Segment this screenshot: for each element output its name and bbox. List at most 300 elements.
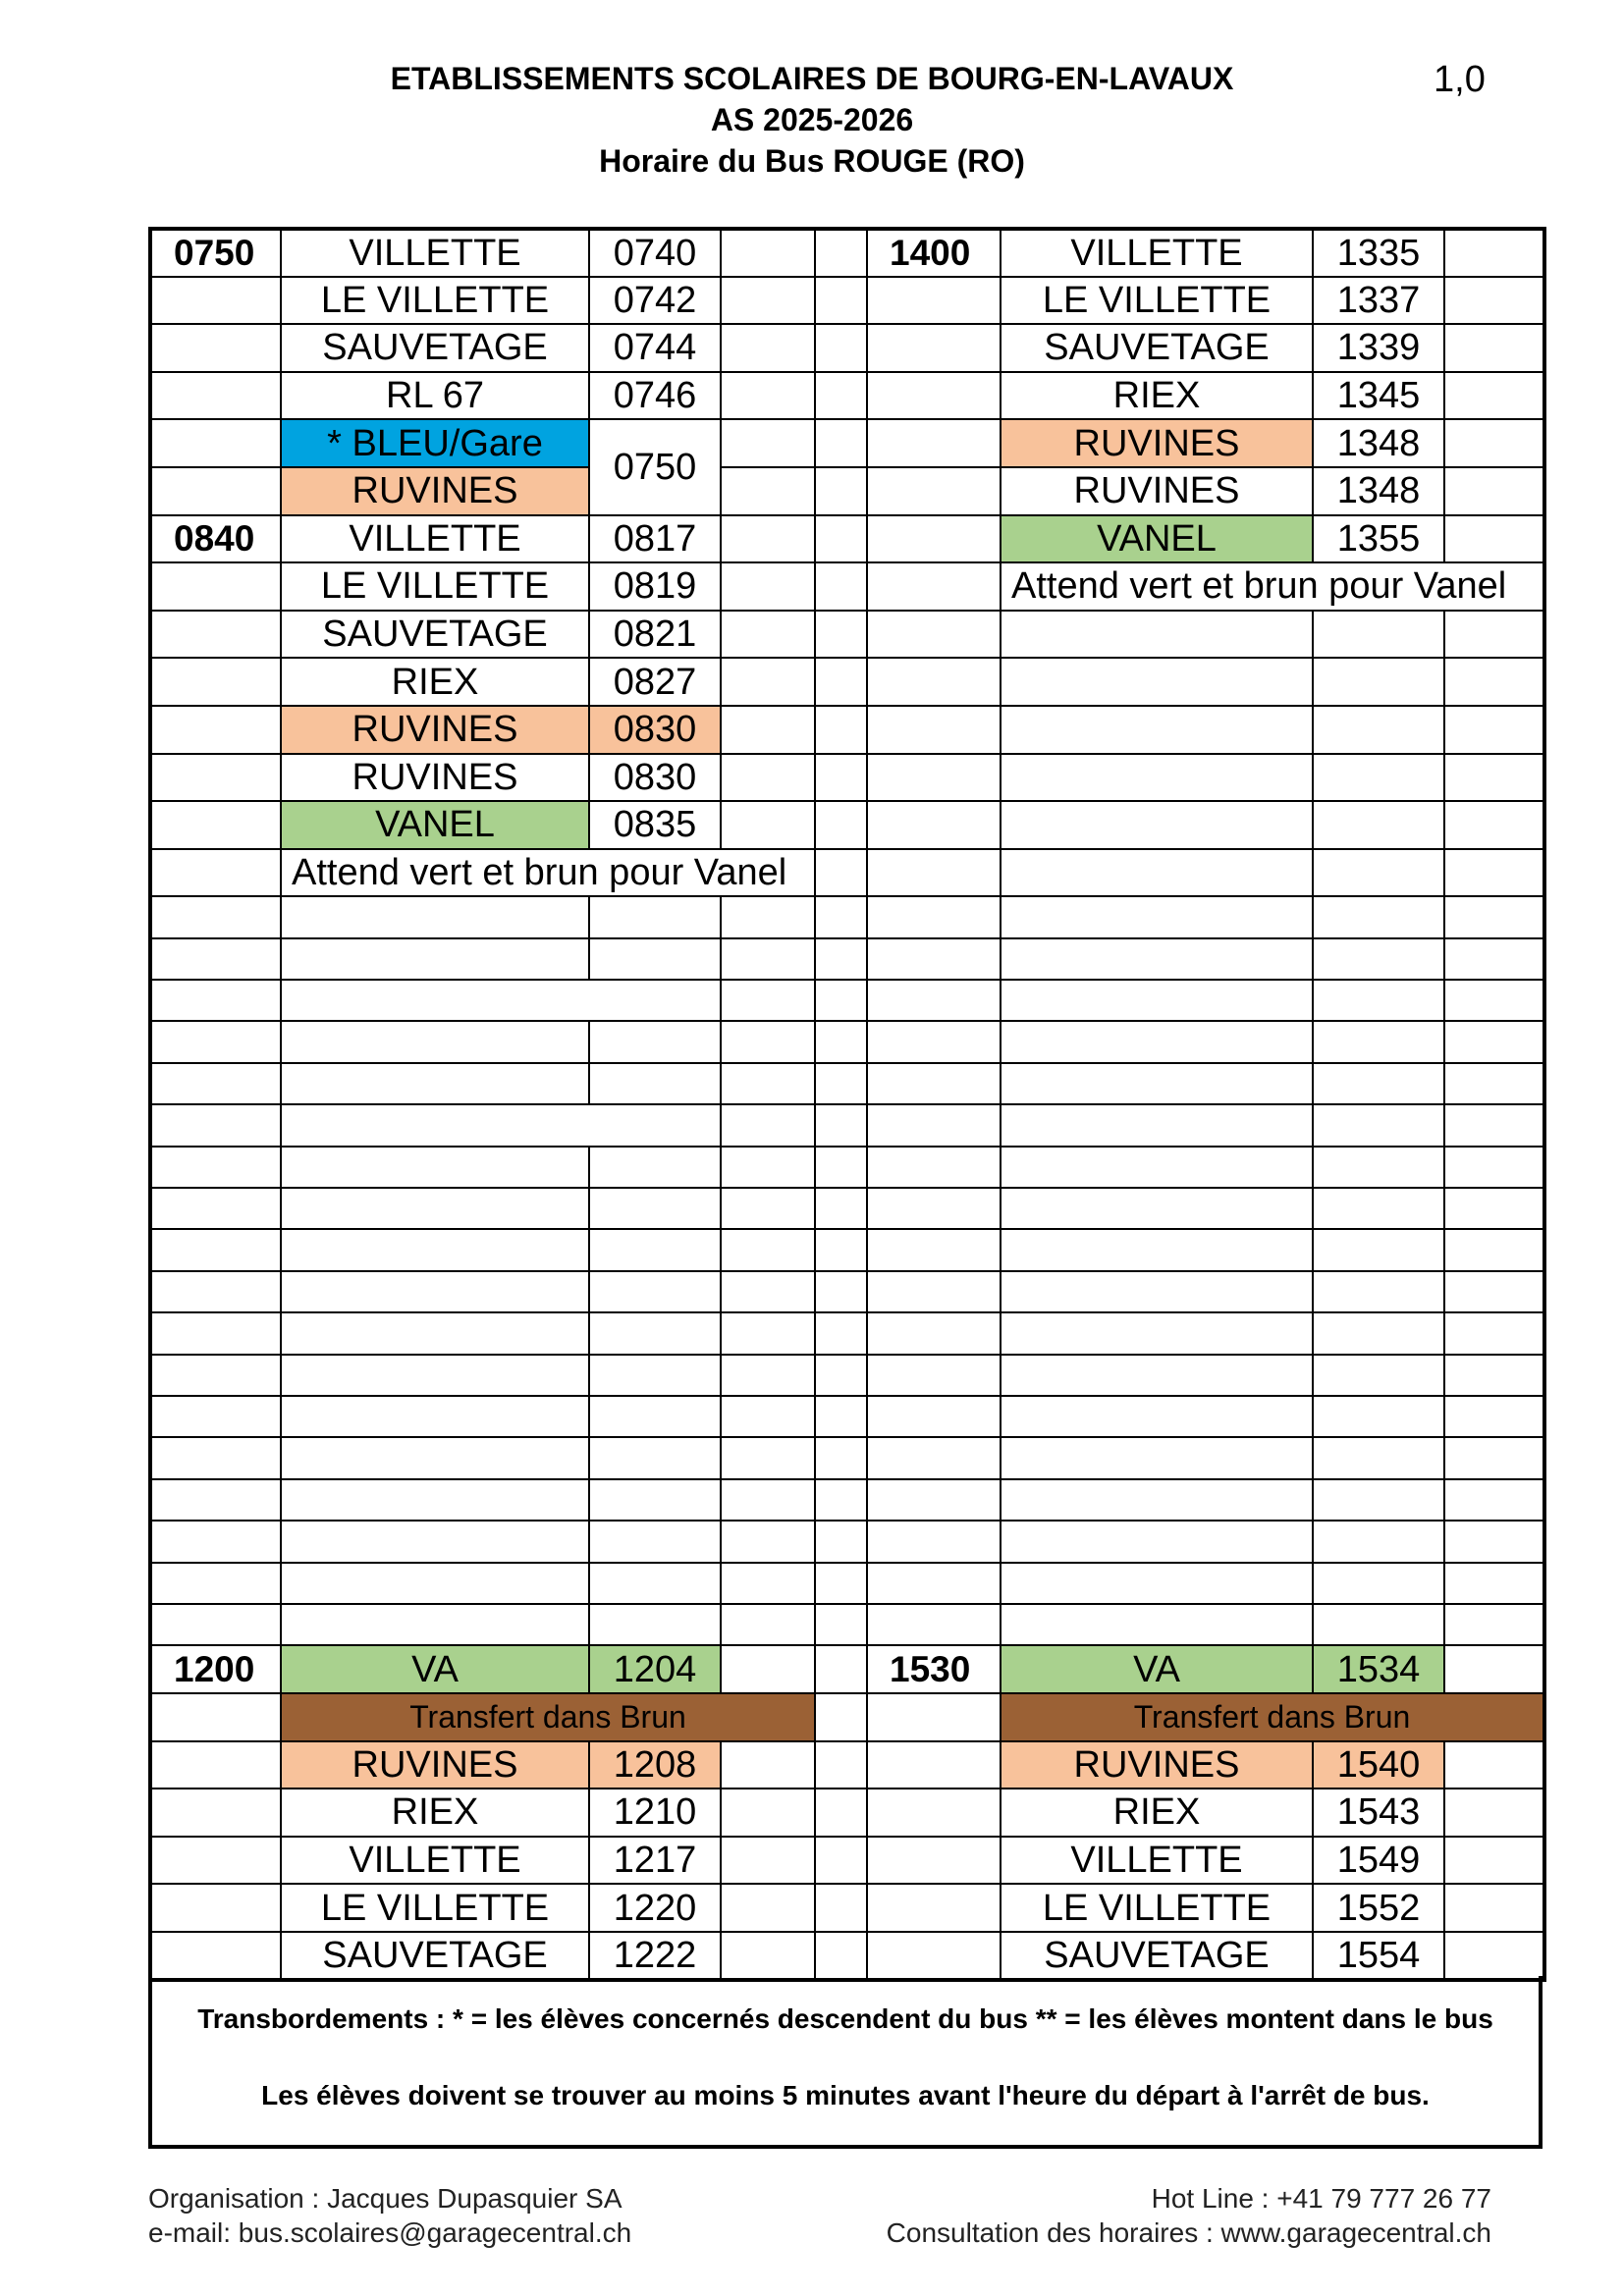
empty-cell bbox=[1001, 980, 1313, 1021]
schedule-row bbox=[150, 1837, 1544, 1885]
empty-cell bbox=[721, 1604, 815, 1645]
empty-cell bbox=[1313, 1104, 1444, 1146]
empty-cell bbox=[815, 1229, 867, 1270]
empty-cell bbox=[1444, 896, 1544, 937]
empty-cell bbox=[867, 980, 1001, 1021]
empty-cell bbox=[815, 1188, 867, 1229]
empty-cell bbox=[867, 801, 1001, 849]
stop-name: SAUVETAGE bbox=[281, 1932, 589, 1980]
empty-cell bbox=[815, 706, 867, 754]
empty-cell bbox=[721, 1355, 815, 1396]
empty-cell bbox=[867, 1932, 1001, 1980]
departure-1400: 1400 bbox=[867, 229, 1001, 277]
stop-name: RIEX bbox=[1001, 372, 1313, 420]
schedule-row bbox=[150, 1645, 1544, 1693]
empty-cell bbox=[150, 1741, 281, 1789]
stop-name: RUVINES bbox=[1001, 1741, 1313, 1789]
empty-cell bbox=[1444, 849, 1544, 897]
schedule-row bbox=[150, 1021, 1544, 1062]
empty-cell bbox=[867, 849, 1001, 897]
empty-cell bbox=[721, 1396, 815, 1437]
stop-time: 1549 bbox=[1313, 1837, 1444, 1885]
schedule-row bbox=[150, 849, 1544, 897]
transfer-legend: Transbordements : * = les élèves concernés descendent du bus ** = les élèves montent dans le bus bbox=[197, 2003, 1493, 2034]
stop-time: 0827 bbox=[589, 658, 721, 706]
departure-0750: 0750 bbox=[150, 229, 281, 277]
empty-cell bbox=[815, 324, 867, 372]
stop-name: LE VILLETTE bbox=[1001, 277, 1313, 325]
empty-cell bbox=[721, 277, 815, 325]
empty-cell bbox=[150, 706, 281, 754]
empty-cell bbox=[1444, 467, 1544, 515]
empty-cell bbox=[150, 372, 281, 420]
footer-email: e-mail: bus.scolaires@garagecentral.ch bbox=[148, 2217, 632, 2248]
empty-cell bbox=[281, 1312, 589, 1354]
schedule-row bbox=[150, 1063, 1544, 1104]
empty-cell bbox=[281, 980, 721, 1021]
empty-cell bbox=[867, 658, 1001, 706]
empty-cell bbox=[1444, 1021, 1544, 1062]
empty-cell bbox=[867, 515, 1001, 563]
empty-cell bbox=[1313, 801, 1444, 849]
stop-time: 1552 bbox=[1313, 1884, 1444, 1932]
empty-cell bbox=[815, 1693, 867, 1741]
empty-cell bbox=[815, 1789, 867, 1837]
stop-name: VANEL bbox=[1001, 515, 1313, 563]
empty-cell bbox=[721, 896, 815, 937]
footer-organisation: Organisation : Jacques Dupasquier SA bbox=[148, 2183, 623, 2214]
stop-time: 0750 bbox=[589, 419, 721, 514]
empty-cell bbox=[1444, 938, 1544, 980]
stop-name: VILLETTE bbox=[281, 229, 589, 277]
empty-cell bbox=[867, 419, 1001, 467]
empty-cell bbox=[867, 706, 1001, 754]
empty-cell bbox=[815, 1147, 867, 1188]
schedule-row bbox=[150, 1563, 1544, 1604]
empty-cell bbox=[150, 1479, 281, 1521]
empty-cell bbox=[815, 562, 867, 611]
stop-time: 1208 bbox=[589, 1741, 721, 1789]
empty-cell bbox=[1001, 1479, 1313, 1521]
empty-cell bbox=[867, 1104, 1001, 1146]
empty-cell bbox=[1001, 1604, 1313, 1645]
empty-cell bbox=[589, 1521, 721, 1562]
empty-cell bbox=[589, 1355, 721, 1396]
schedule-row bbox=[150, 1741, 1544, 1789]
departure-1200: 1200 bbox=[150, 1645, 281, 1693]
stop-name: RUVINES bbox=[281, 467, 589, 515]
stop-time: 1335 bbox=[1313, 229, 1444, 277]
stop-time: 0835 bbox=[589, 801, 721, 849]
empty-cell bbox=[1313, 1021, 1444, 1062]
empty-cell bbox=[150, 1229, 281, 1270]
empty-cell bbox=[721, 372, 815, 420]
stop-name: RUVINES bbox=[1001, 419, 1313, 467]
schedule-row bbox=[150, 229, 1544, 277]
empty-cell bbox=[150, 1355, 281, 1396]
empty-cell bbox=[150, 1437, 281, 1478]
schedule-row bbox=[150, 1479, 1544, 1521]
empty-cell bbox=[281, 1188, 589, 1229]
empty-cell bbox=[150, 1021, 281, 1062]
stop-time: 1355 bbox=[1313, 515, 1444, 563]
empty-cell bbox=[281, 938, 589, 980]
empty-cell bbox=[867, 754, 1001, 802]
empty-cell bbox=[815, 229, 867, 277]
stop-time: 1345 bbox=[1313, 372, 1444, 420]
empty-cell bbox=[1444, 658, 1544, 706]
schedule-row bbox=[150, 754, 1544, 802]
empty-cell bbox=[150, 1147, 281, 1188]
stop-name: RUVINES bbox=[281, 1741, 589, 1789]
version-number: 1,0 bbox=[1434, 59, 1486, 100]
empty-cell bbox=[815, 1063, 867, 1104]
stop-time: 1222 bbox=[589, 1932, 721, 1980]
schedule-row bbox=[150, 1693, 1544, 1741]
empty-cell bbox=[1444, 1104, 1544, 1146]
empty-cell bbox=[1444, 1188, 1544, 1229]
empty-cell bbox=[867, 1312, 1001, 1354]
schedule-row bbox=[150, 1437, 1544, 1478]
empty-cell bbox=[1444, 611, 1544, 659]
empty-cell bbox=[867, 1355, 1001, 1396]
footer-hotline: Hot Line : +41 79 777 26 77 bbox=[1151, 2183, 1491, 2214]
empty-cell bbox=[867, 1693, 1001, 1741]
empty-cell bbox=[815, 1355, 867, 1396]
empty-cell bbox=[1313, 1521, 1444, 1562]
empty-cell bbox=[721, 1104, 815, 1146]
schedule-row bbox=[150, 1884, 1544, 1932]
schedule-row bbox=[150, 1312, 1544, 1354]
stop-time: 0830 bbox=[589, 706, 721, 754]
empty-cell bbox=[815, 1521, 867, 1562]
empty-cell bbox=[589, 1312, 721, 1354]
empty-cell bbox=[150, 938, 281, 980]
schedule-row bbox=[150, 1789, 1544, 1837]
empty-cell bbox=[1444, 1396, 1544, 1437]
stop-name: SAUVETAGE bbox=[1001, 324, 1313, 372]
stop-name: VILLETTE bbox=[281, 1837, 589, 1885]
empty-cell bbox=[815, 515, 867, 563]
empty-cell bbox=[1001, 1229, 1313, 1270]
schedule-table bbox=[148, 227, 1546, 1982]
empty-cell bbox=[815, 1645, 867, 1693]
empty-cell bbox=[150, 562, 281, 611]
empty-cell bbox=[815, 1104, 867, 1146]
empty-cell bbox=[721, 658, 815, 706]
empty-cell bbox=[1001, 1147, 1313, 1188]
empty-cell bbox=[1313, 1604, 1444, 1645]
schedule-row bbox=[150, 1932, 1544, 1980]
empty-cell bbox=[721, 1645, 815, 1693]
empty-cell bbox=[815, 1932, 867, 1980]
empty-cell bbox=[1001, 658, 1313, 706]
empty-cell bbox=[1313, 1563, 1444, 1604]
empty-cell bbox=[1313, 980, 1444, 1021]
stop-name: VILLETTE bbox=[1001, 1837, 1313, 1885]
empty-cell bbox=[721, 1884, 815, 1932]
empty-cell bbox=[1001, 1104, 1313, 1146]
empty-cell bbox=[1001, 896, 1313, 937]
empty-cell bbox=[1001, 801, 1313, 849]
empty-cell bbox=[867, 1837, 1001, 1885]
empty-cell bbox=[1444, 1741, 1544, 1789]
empty-cell bbox=[1313, 1312, 1444, 1354]
empty-cell bbox=[815, 980, 867, 1021]
wait-note: Attend vert et brun pour Vanel bbox=[281, 849, 815, 897]
empty-cell bbox=[815, 1271, 867, 1312]
stop-time: 1543 bbox=[1313, 1789, 1444, 1837]
empty-cell bbox=[1444, 754, 1544, 802]
empty-cell bbox=[721, 1479, 815, 1521]
empty-cell bbox=[589, 1563, 721, 1604]
empty-cell bbox=[721, 324, 815, 372]
empty-cell bbox=[721, 1312, 815, 1354]
empty-cell bbox=[1001, 1521, 1313, 1562]
arrival-advice: Les élèves doivent se trouver au moins 5 minutes avant l'heure du départ à l'arrêt de bus. bbox=[261, 2080, 1430, 2110]
empty-cell bbox=[815, 754, 867, 802]
schedule-row bbox=[150, 1147, 1544, 1188]
empty-cell bbox=[150, 1271, 281, 1312]
empty-cell bbox=[1313, 896, 1444, 937]
empty-cell bbox=[721, 980, 815, 1021]
empty-cell bbox=[1001, 849, 1313, 897]
empty-cell bbox=[281, 1063, 589, 1104]
empty-cell bbox=[721, 515, 815, 563]
empty-cell bbox=[815, 277, 867, 325]
empty-cell bbox=[1313, 611, 1444, 659]
empty-cell bbox=[721, 1789, 815, 1837]
empty-cell bbox=[867, 467, 1001, 515]
empty-cell bbox=[867, 1789, 1001, 1837]
empty-cell bbox=[1313, 706, 1444, 754]
schedule-row bbox=[150, 419, 1544, 467]
empty-cell bbox=[1313, 1479, 1444, 1521]
empty-cell bbox=[281, 1021, 589, 1062]
stop-time: 0821 bbox=[589, 611, 721, 659]
empty-cell bbox=[150, 849, 281, 897]
stop-name: VILLETTE bbox=[281, 515, 589, 563]
empty-cell bbox=[281, 896, 589, 937]
empty-cell bbox=[1313, 754, 1444, 802]
empty-cell bbox=[1001, 1188, 1313, 1229]
empty-cell bbox=[589, 1396, 721, 1437]
empty-cell bbox=[815, 1479, 867, 1521]
empty-cell bbox=[1001, 1021, 1313, 1062]
empty-cell bbox=[150, 324, 281, 372]
empty-cell bbox=[281, 1271, 589, 1312]
empty-cell bbox=[150, 467, 281, 515]
empty-cell bbox=[1444, 324, 1544, 372]
empty-cell bbox=[1313, 1396, 1444, 1437]
empty-cell bbox=[1444, 1063, 1544, 1104]
stop-time: 1348 bbox=[1313, 467, 1444, 515]
empty-cell bbox=[1444, 801, 1544, 849]
schedule-row bbox=[150, 1271, 1544, 1312]
empty-cell bbox=[721, 611, 815, 659]
stop-time: 1217 bbox=[589, 1837, 721, 1885]
empty-cell bbox=[150, 1063, 281, 1104]
schedule-row bbox=[150, 515, 1544, 563]
empty-cell bbox=[1444, 1355, 1544, 1396]
empty-cell bbox=[867, 1396, 1001, 1437]
stop-name: SAUVETAGE bbox=[281, 611, 589, 659]
schedule-row bbox=[150, 1229, 1544, 1270]
schedule-row bbox=[150, 801, 1544, 849]
stop-time: 0742 bbox=[589, 277, 721, 325]
empty-cell bbox=[815, 801, 867, 849]
empty-cell bbox=[721, 801, 815, 849]
empty-cell bbox=[867, 1229, 1001, 1270]
schedule-row bbox=[150, 1604, 1544, 1645]
empty-cell bbox=[150, 419, 281, 467]
empty-cell bbox=[1444, 372, 1544, 420]
stop-time: 1204 bbox=[589, 1645, 721, 1693]
stop-name: VANEL bbox=[281, 801, 589, 849]
wait-note: Attend vert et brun pour Vanel bbox=[1001, 562, 1544, 611]
footer-consultation: Consultation des horaires : www.garagecentral.ch bbox=[886, 2217, 1491, 2248]
stop-name: LE VILLETTE bbox=[281, 1884, 589, 1932]
departure-0840: 0840 bbox=[150, 515, 281, 563]
empty-cell bbox=[1444, 1884, 1544, 1932]
stop-name: VA bbox=[281, 1645, 589, 1693]
empty-cell bbox=[867, 1437, 1001, 1478]
transfer-note: Transfert dans Brun bbox=[1001, 1693, 1544, 1741]
stop-time: 1534 bbox=[1313, 1645, 1444, 1693]
stop-time: 1337 bbox=[1313, 277, 1444, 325]
empty-cell bbox=[150, 1563, 281, 1604]
stop-name: LE VILLETTE bbox=[281, 277, 589, 325]
empty-cell bbox=[815, 1396, 867, 1437]
empty-cell bbox=[1444, 419, 1544, 467]
empty-cell bbox=[721, 1741, 815, 1789]
empty-cell bbox=[1313, 1063, 1444, 1104]
empty-cell bbox=[1444, 1437, 1544, 1478]
schedule-row bbox=[150, 372, 1544, 420]
empty-cell bbox=[721, 1188, 815, 1229]
empty-cell bbox=[589, 938, 721, 980]
stop-name: SAUVETAGE bbox=[281, 324, 589, 372]
empty-cell bbox=[867, 1147, 1001, 1188]
empty-cell bbox=[815, 1437, 867, 1478]
empty-cell bbox=[150, 896, 281, 937]
stop-time: 1210 bbox=[589, 1789, 721, 1837]
schedule-row bbox=[150, 1355, 1544, 1396]
empty-cell bbox=[281, 1479, 589, 1521]
empty-cell bbox=[589, 896, 721, 937]
stop-time: 1339 bbox=[1313, 324, 1444, 372]
stop-time: 1554 bbox=[1313, 1932, 1444, 1980]
empty-cell bbox=[1444, 1789, 1544, 1837]
empty-cell bbox=[589, 1229, 721, 1270]
empty-cell bbox=[1313, 1437, 1444, 1478]
empty-cell bbox=[1001, 1355, 1313, 1396]
stop-name: VA bbox=[1001, 1645, 1313, 1693]
empty-cell bbox=[1444, 706, 1544, 754]
empty-cell bbox=[281, 1355, 589, 1396]
empty-cell bbox=[1313, 1229, 1444, 1270]
empty-cell bbox=[867, 1479, 1001, 1521]
empty-cell bbox=[815, 1604, 867, 1645]
empty-cell bbox=[721, 938, 815, 980]
empty-cell bbox=[815, 372, 867, 420]
empty-cell bbox=[281, 1396, 589, 1437]
empty-cell bbox=[721, 1063, 815, 1104]
empty-cell bbox=[815, 1312, 867, 1354]
empty-cell bbox=[150, 801, 281, 849]
empty-cell bbox=[867, 1741, 1001, 1789]
stop-name: RIEX bbox=[281, 1789, 589, 1837]
empty-cell bbox=[721, 1021, 815, 1062]
stop-name: RIEX bbox=[281, 658, 589, 706]
empty-cell bbox=[721, 562, 815, 611]
empty-cell bbox=[1001, 1437, 1313, 1478]
stop-time: 0819 bbox=[589, 562, 721, 611]
empty-cell bbox=[589, 1147, 721, 1188]
title-bus-line: Horaire du Bus ROUGE (RO) bbox=[599, 143, 1025, 179]
empty-cell bbox=[1001, 1563, 1313, 1604]
empty-cell bbox=[721, 1437, 815, 1478]
empty-cell bbox=[721, 1932, 815, 1980]
empty-cell bbox=[1001, 1312, 1313, 1354]
stop-name: RUVINES bbox=[281, 706, 589, 754]
empty-cell bbox=[867, 324, 1001, 372]
empty-cell bbox=[1001, 754, 1313, 802]
empty-cell bbox=[589, 1063, 721, 1104]
empty-cell bbox=[1313, 849, 1444, 897]
schedule-row bbox=[150, 706, 1544, 754]
empty-cell bbox=[815, 1837, 867, 1885]
empty-cell bbox=[1001, 611, 1313, 659]
empty-cell bbox=[150, 754, 281, 802]
departure-1530: 1530 bbox=[867, 1645, 1001, 1693]
schedule-row bbox=[150, 980, 1544, 1021]
empty-cell bbox=[1313, 938, 1444, 980]
empty-cell bbox=[815, 467, 867, 515]
stop-time: 0817 bbox=[589, 515, 721, 563]
empty-cell bbox=[589, 1437, 721, 1478]
schedule-row bbox=[150, 1188, 1544, 1229]
empty-cell bbox=[150, 277, 281, 325]
empty-cell bbox=[815, 1563, 867, 1604]
stop-name: RL 67 bbox=[281, 372, 589, 420]
stop-time: 0744 bbox=[589, 324, 721, 372]
empty-cell bbox=[1001, 938, 1313, 980]
empty-cell bbox=[867, 1884, 1001, 1932]
empty-cell bbox=[1313, 1355, 1444, 1396]
empty-cell bbox=[1313, 658, 1444, 706]
empty-cell bbox=[721, 754, 815, 802]
empty-cell bbox=[150, 1693, 281, 1741]
schedule-row bbox=[150, 938, 1544, 980]
empty-cell bbox=[1444, 1229, 1544, 1270]
stop-name: RUVINES bbox=[281, 754, 589, 802]
transfer-note: Transfert dans Brun bbox=[281, 1693, 815, 1741]
title-establishments: ETABLISSEMENTS SCOLAIRES DE BOURG-EN-LAVAUX bbox=[390, 61, 1234, 96]
empty-cell bbox=[721, 1521, 815, 1562]
empty-cell bbox=[867, 1021, 1001, 1062]
empty-cell bbox=[867, 611, 1001, 659]
empty-cell bbox=[150, 1837, 281, 1885]
schedule-row bbox=[150, 277, 1544, 325]
empty-cell bbox=[867, 938, 1001, 980]
empty-cell bbox=[721, 1271, 815, 1312]
empty-cell bbox=[1444, 229, 1544, 277]
empty-cell bbox=[1444, 1563, 1544, 1604]
empty-cell bbox=[1313, 1188, 1444, 1229]
schedule-row bbox=[150, 658, 1544, 706]
empty-cell bbox=[1444, 1479, 1544, 1521]
